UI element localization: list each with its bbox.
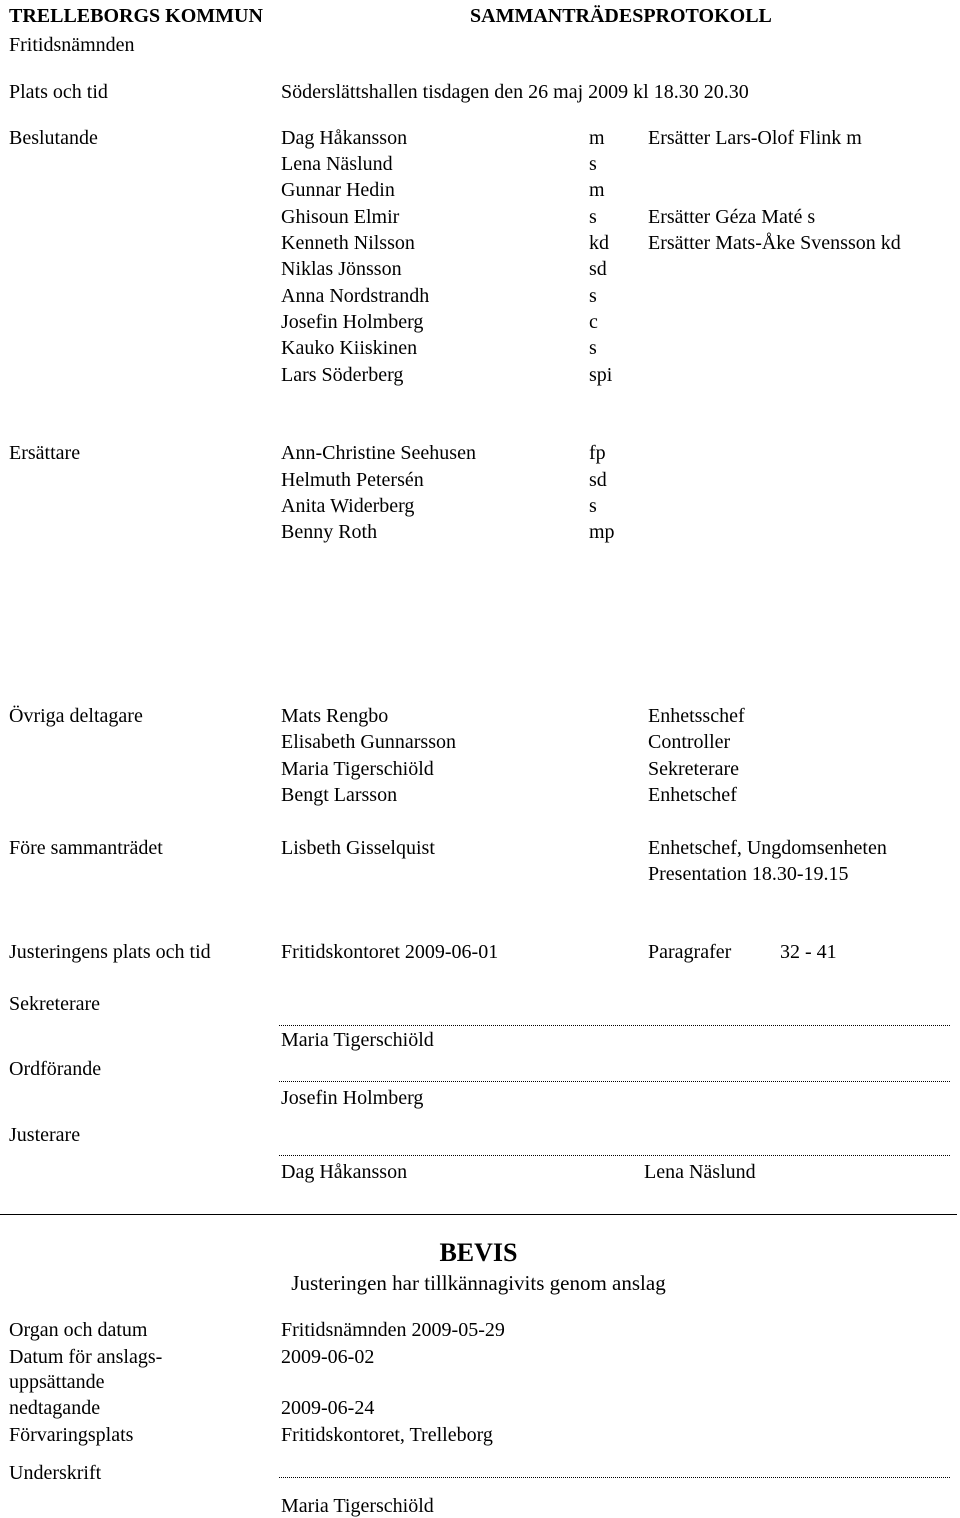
before-meeting-presentation: Presentation 18.30-19.15 — [648, 863, 849, 885]
adjuster-name: Dag Håkansson — [281, 1161, 408, 1183]
member-name: Dag Håkansson — [281, 127, 408, 149]
substitute-party: fp — [589, 442, 606, 464]
secretary-signature-line — [279, 1025, 950, 1026]
chair-label: Ordförande — [9, 1058, 102, 1080]
adjuster-name: Lena Näslund — [644, 1161, 756, 1183]
decision-makers-label: Beslutande — [9, 127, 98, 149]
member-name: Anna Nordstrandh — [281, 285, 430, 307]
member-note: Ersätter Lars-Olof Flink m — [648, 127, 862, 149]
paragraphs-label: Paragrafer — [648, 941, 732, 963]
substitute-name: Anita Widerberg — [281, 495, 415, 517]
certificate-subtitle: Justeringen har tillkännagivits genom anslag — [291, 1271, 666, 1295]
substitute-name: Ann-Christine Seehusen — [281, 442, 476, 464]
chair-name: Josefin Holmberg — [281, 1087, 424, 1109]
member-party: s — [589, 153, 597, 175]
municipality-name: TRELLEBORGS KOMMUN — [9, 5, 263, 27]
before-meeting-label: Före sammanträdet — [9, 837, 163, 859]
participant-role: Controller — [648, 731, 731, 753]
participant-name: Maria Tigerschiöld — [281, 758, 434, 780]
paragraphs-value: 32 - 41 — [780, 941, 837, 963]
substitutes-label: Ersättare — [9, 442, 81, 464]
board-name: Fritidsnämnden — [9, 34, 135, 56]
signature-label: Underskrift — [9, 1462, 102, 1484]
member-party: s — [589, 337, 597, 359]
member-name: Josefin Holmberg — [281, 311, 424, 333]
member-party: spi — [589, 364, 613, 386]
substitute-party: mp — [589, 521, 615, 543]
before-meeting-role: Enhetschef, Ungdomsenheten — [648, 837, 887, 859]
member-name: Kenneth Nilsson — [281, 232, 415, 254]
organ-value: Fritidsnämnden 2009-05-29 — [281, 1319, 505, 1341]
participant-role: Enhetsschef — [648, 705, 745, 727]
member-party: sd — [589, 258, 607, 280]
chair-signature-line — [279, 1081, 950, 1082]
place-time-label: Plats och tid — [9, 81, 108, 103]
posting-label-continued: uppsättande — [9, 1371, 105, 1393]
member-party: s — [589, 285, 597, 307]
member-name: Kauko Kiiskinen — [281, 337, 418, 359]
member-name: Gunnar Hedin — [281, 179, 395, 201]
participant-name: Bengt Larsson — [281, 784, 398, 806]
posting-label: Datum för anslags- — [9, 1346, 163, 1368]
substitute-name: Benny Roth — [281, 521, 378, 543]
participant-name: Mats Rengbo — [281, 705, 389, 727]
removal-value: 2009-06-24 — [281, 1397, 375, 1419]
participant-role: Sekreterare — [648, 758, 740, 780]
member-party: kd — [589, 232, 609, 254]
organ-label: Organ och datum — [9, 1319, 148, 1341]
removal-label: nedtagande — [9, 1397, 101, 1419]
certificate-signature-line — [279, 1477, 950, 1478]
document-type: SAMMANTRÄDESPROTOKOLL — [470, 5, 772, 27]
member-name: Lars Söderberg — [281, 364, 404, 386]
others-label: Övriga deltagare — [9, 705, 143, 727]
signature-name: Maria Tigerschiöld — [281, 1495, 434, 1517]
participant-role: Enhetschef — [648, 784, 737, 806]
before-meeting-name: Lisbeth Gisselquist — [281, 837, 435, 859]
place-time-value: Söderslättshallen tisdagen den 26 maj 2009 kl 18.30 20.30 — [281, 81, 749, 103]
participant-name: Elisabeth Gunnarsson — [281, 731, 456, 753]
member-name: Ghisoun Elmir — [281, 206, 400, 228]
secretary-name: Maria Tigerschiöld — [281, 1029, 434, 1051]
section-divider — [0, 1214, 957, 1215]
storage-label: Förvaringsplats — [9, 1424, 134, 1446]
posting-value: 2009-06-02 — [281, 1346, 375, 1368]
adjustment-label: Justeringens plats och tid — [9, 941, 211, 963]
member-note: Ersätter Mats-Åke Svensson kd — [648, 232, 901, 254]
member-party: m — [589, 179, 605, 201]
adjusters-label: Justerare — [9, 1124, 81, 1146]
member-name: Lena Näslund — [281, 153, 393, 175]
substitute-name: Helmuth Petersén — [281, 469, 424, 491]
adjusters-signature-line — [279, 1155, 950, 1156]
member-name: Niklas Jönsson — [281, 258, 402, 280]
certificate-title: BEVIS — [439, 1238, 518, 1267]
substitute-party: s — [589, 495, 597, 517]
adjustment-value: Fritidskontoret 2009-06-01 — [281, 941, 499, 963]
substitute-party: sd — [589, 469, 607, 491]
member-party: s — [589, 206, 597, 228]
member-note: Ersätter Géza Maté s — [648, 206, 816, 228]
member-party: c — [589, 311, 598, 333]
secretary-label: Sekreterare — [9, 993, 101, 1015]
storage-value: Fritidskontoret, Trelleborg — [281, 1424, 493, 1446]
member-party: m — [589, 127, 605, 149]
